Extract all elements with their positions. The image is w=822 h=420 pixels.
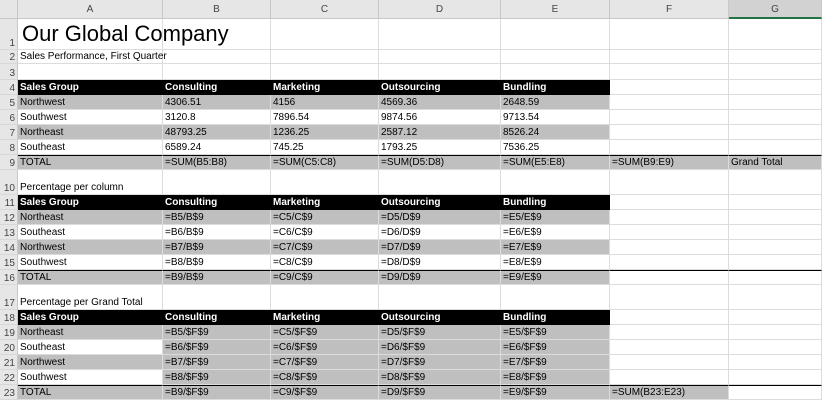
cell-value: Northwest bbox=[20, 242, 66, 253]
cell-c3[interactable] bbox=[271, 64, 379, 80]
cell-value: Marketing bbox=[273, 197, 321, 208]
row-header-15[interactable]: 15 bbox=[0, 255, 18, 270]
cell-value: =E7/E$9 bbox=[503, 242, 542, 253]
cell-d6[interactable] bbox=[379, 110, 501, 125]
cell-f6[interactable] bbox=[610, 110, 729, 125]
cell-value: Outsourcing bbox=[381, 82, 441, 93]
row-header-5[interactable]: 5 bbox=[0, 95, 18, 110]
cell-e12[interactable] bbox=[501, 210, 610, 225]
cell-value: Outsourcing bbox=[381, 312, 441, 323]
cell-value: 7896.54 bbox=[273, 112, 310, 123]
cell-a18[interactable] bbox=[18, 310, 163, 325]
cell-g19[interactable] bbox=[729, 325, 822, 340]
cell-value: Outsourcing bbox=[381, 197, 441, 208]
cell-f11[interactable] bbox=[610, 195, 729, 210]
cell-value: =D5/$F$9 bbox=[381, 327, 426, 338]
cell-b4[interactable] bbox=[163, 80, 271, 95]
cell-f1[interactable] bbox=[610, 19, 729, 50]
cell-a20[interactable] bbox=[18, 340, 163, 355]
cell-value: =E9/$F$9 bbox=[503, 387, 547, 398]
row-header-1[interactable]: 1 bbox=[0, 19, 18, 50]
cell-a2[interactable] bbox=[18, 50, 167, 64]
cell-g12[interactable] bbox=[729, 210, 822, 225]
cell-c5[interactable] bbox=[271, 95, 379, 110]
cell-e13[interactable] bbox=[501, 225, 610, 240]
row-header-12[interactable]: 12 bbox=[0, 210, 18, 225]
cell-c22[interactable] bbox=[271, 370, 379, 385]
cell-value: =C8/C$9 bbox=[273, 257, 313, 268]
cell-b23[interactable] bbox=[163, 385, 271, 400]
cell-d17[interactable] bbox=[379, 285, 501, 310]
cell-value: =E7/$F$9 bbox=[503, 357, 547, 368]
row-header-13[interactable]: 13 bbox=[0, 225, 18, 240]
cell-value: =B9/B$9 bbox=[165, 272, 204, 283]
row-header-8[interactable]: 8 bbox=[0, 140, 18, 155]
row-header-20[interactable]: 20 bbox=[0, 340, 18, 355]
cell-value: =B8/B$9 bbox=[165, 257, 204, 268]
row-header-7[interactable]: 7 bbox=[0, 125, 18, 140]
cell-value: =C6/$F$9 bbox=[273, 342, 318, 353]
cell-d23[interactable] bbox=[379, 385, 501, 400]
cell-value: Percentage per Grand Total bbox=[20, 297, 143, 308]
cell-a3[interactable] bbox=[18, 64, 163, 80]
cell-value: =B7/$F$9 bbox=[165, 357, 209, 368]
cell-g5[interactable] bbox=[729, 95, 822, 110]
cell-value: TOTAL bbox=[20, 387, 52, 398]
cell-value: =C5/C$9 bbox=[273, 212, 313, 223]
cell-e14[interactable] bbox=[501, 240, 610, 255]
cell-b14[interactable] bbox=[163, 240, 271, 255]
column-header-e[interactable]: E bbox=[501, 0, 610, 19]
cell-f15[interactable] bbox=[610, 255, 729, 270]
cell-f22[interactable] bbox=[610, 370, 729, 385]
cell-value: Northeast bbox=[20, 212, 64, 223]
cell-g22[interactable] bbox=[729, 370, 822, 385]
cell-f12[interactable] bbox=[610, 210, 729, 225]
cell-a11[interactable] bbox=[18, 195, 163, 210]
row-header-2[interactable]: 2 bbox=[0, 50, 18, 64]
row-header-3[interactable]: 3 bbox=[0, 64, 18, 80]
cell-e5[interactable] bbox=[501, 95, 610, 110]
cell-value: =C7/C$9 bbox=[273, 242, 313, 253]
cell-value: =C9/C$9 bbox=[273, 272, 313, 283]
cell-value: =D6/D$9 bbox=[381, 227, 421, 238]
cell-f19[interactable] bbox=[610, 325, 729, 340]
cell-f4[interactable] bbox=[610, 80, 729, 95]
cell-b22[interactable] bbox=[163, 370, 271, 385]
cell-c8[interactable] bbox=[271, 140, 379, 155]
cell-d13[interactable] bbox=[379, 225, 501, 240]
cell-g21[interactable] bbox=[729, 355, 822, 370]
cell-d11[interactable] bbox=[379, 195, 501, 210]
cell-e3[interactable] bbox=[501, 64, 610, 80]
cell-value: Bundling bbox=[503, 312, 547, 323]
cell-e22[interactable] bbox=[501, 370, 610, 385]
cell-g6[interactable] bbox=[729, 110, 822, 125]
column-header-g[interactable]: G bbox=[729, 0, 822, 19]
cell-value: =SUM(D5:D8) bbox=[381, 157, 445, 168]
cell-value: Northeast bbox=[20, 127, 64, 138]
cell-e15[interactable] bbox=[501, 255, 610, 270]
cell-c1[interactable] bbox=[271, 19, 379, 50]
cell-d2[interactable] bbox=[379, 50, 501, 64]
cell-g7[interactable] bbox=[729, 125, 822, 140]
cell-c20[interactable] bbox=[271, 340, 379, 355]
cell-value: Consulting bbox=[165, 312, 218, 323]
cell-g15[interactable] bbox=[729, 255, 822, 270]
cell-g14[interactable] bbox=[729, 240, 822, 255]
cell-e10[interactable] bbox=[501, 170, 610, 195]
cell-f17[interactable] bbox=[610, 285, 729, 310]
cell-value: 9874.56 bbox=[381, 112, 418, 123]
cell-f13[interactable] bbox=[610, 225, 729, 240]
cell-a19[interactable] bbox=[18, 325, 163, 340]
cell-value: =E8/E$9 bbox=[503, 257, 542, 268]
cell-f3[interactable] bbox=[610, 64, 729, 80]
cell-value: Northwest bbox=[20, 97, 66, 108]
cell-value: =E6/$F$9 bbox=[503, 342, 547, 353]
cell-value: 3120.8 bbox=[165, 112, 196, 123]
cell-value: Southwest bbox=[20, 372, 67, 383]
cell-e23[interactable] bbox=[501, 385, 610, 400]
cell-value: Southwest bbox=[20, 112, 67, 123]
cell-g3[interactable] bbox=[729, 64, 822, 80]
cell-b3[interactable] bbox=[163, 64, 271, 80]
cell-value: 2587.12 bbox=[381, 127, 418, 138]
cell-g4[interactable] bbox=[729, 80, 822, 95]
cell-value: 4569.36 bbox=[381, 97, 418, 108]
cell-value: Sales Group bbox=[20, 82, 79, 93]
cell-value: =D8/D$9 bbox=[381, 257, 421, 268]
cell-value: =D7/$F$9 bbox=[381, 357, 426, 368]
cell-g1[interactable] bbox=[729, 19, 822, 50]
cell-value: Grand Total bbox=[731, 157, 783, 168]
cell-b21[interactable] bbox=[163, 355, 271, 370]
cell-d9[interactable] bbox=[379, 155, 501, 170]
cell-b2[interactable] bbox=[163, 50, 271, 64]
cell-f21[interactable] bbox=[610, 355, 729, 370]
cell-d22[interactable] bbox=[379, 370, 501, 385]
cell-e19[interactable] bbox=[501, 325, 610, 340]
cell-b17[interactable] bbox=[163, 285, 271, 310]
cell-d14[interactable] bbox=[379, 240, 501, 255]
cell-value: =SUM(B5:B8) bbox=[165, 157, 227, 168]
cell-c4[interactable] bbox=[271, 80, 379, 95]
cell-value: 1236.25 bbox=[273, 127, 310, 138]
cell-value: 4306.51 bbox=[165, 97, 202, 108]
row-header-19[interactable]: 19 bbox=[0, 325, 18, 340]
cell-e16[interactable] bbox=[501, 270, 610, 285]
cell-e17[interactable] bbox=[501, 285, 610, 310]
cell-a12[interactable] bbox=[18, 210, 163, 225]
cell-value: =E8/$F$9 bbox=[503, 372, 547, 383]
cell-f8[interactable] bbox=[610, 140, 729, 155]
cell-a14[interactable] bbox=[18, 240, 163, 255]
cell-e20[interactable] bbox=[501, 340, 610, 355]
cell-c16[interactable] bbox=[271, 270, 379, 285]
row-header-14[interactable]: 14 bbox=[0, 240, 18, 255]
cell-g10[interactable] bbox=[729, 170, 822, 195]
cell-c10[interactable] bbox=[271, 170, 379, 195]
cell-b20[interactable] bbox=[163, 340, 271, 355]
cell-value: =B8/$F$9 bbox=[165, 372, 209, 383]
cell-f2[interactable] bbox=[610, 50, 729, 64]
cell-d21[interactable] bbox=[379, 355, 501, 370]
column-header-f[interactable]: F bbox=[610, 0, 729, 19]
cell-b13[interactable] bbox=[163, 225, 271, 240]
cell-b5[interactable] bbox=[163, 95, 271, 110]
cell-d12[interactable] bbox=[379, 210, 501, 225]
cell-a5[interactable] bbox=[18, 95, 163, 110]
cell-value: 48793.25 bbox=[165, 127, 207, 138]
cell-e4[interactable] bbox=[501, 80, 610, 95]
cell-value: =B6/B$9 bbox=[165, 227, 204, 238]
cell-value: Southeast bbox=[20, 142, 66, 153]
cell-value: =C6/C$9 bbox=[273, 227, 313, 238]
cell-a16[interactable] bbox=[18, 270, 163, 285]
cell-c13[interactable] bbox=[271, 225, 379, 240]
cell-g2[interactable] bbox=[729, 50, 822, 64]
cell-g9[interactable] bbox=[729, 155, 822, 170]
cell-value: =C8/$F$9 bbox=[273, 372, 318, 383]
cell-b16[interactable] bbox=[163, 270, 271, 285]
cell-c7[interactable] bbox=[271, 125, 379, 140]
cell-a7[interactable] bbox=[18, 125, 163, 140]
cell-value: Sales Group bbox=[20, 312, 79, 323]
cell-value: =D8/$F$9 bbox=[381, 372, 426, 383]
cell-f20[interactable] bbox=[610, 340, 729, 355]
cell-f16[interactable] bbox=[610, 270, 729, 285]
cell-a15[interactable] bbox=[18, 255, 163, 270]
cell-value: 6589.24 bbox=[165, 142, 202, 153]
cell-b7[interactable] bbox=[163, 125, 271, 140]
cell-d18[interactable] bbox=[379, 310, 501, 325]
cell-value: Our Global Company bbox=[22, 21, 229, 46]
cell-value: Marketing bbox=[273, 82, 321, 93]
cell-d20[interactable] bbox=[379, 340, 501, 355]
cell-f14[interactable] bbox=[610, 240, 729, 255]
cell-f9[interactable] bbox=[610, 155, 729, 170]
cell-c6[interactable] bbox=[271, 110, 379, 125]
cell-value: Bundling bbox=[503, 197, 547, 208]
select-all-corner[interactable] bbox=[0, 0, 18, 19]
row-header-10[interactable]: 10 bbox=[0, 170, 18, 195]
cell-value: =E9/E$9 bbox=[503, 272, 542, 283]
cell-value: 7536.25 bbox=[503, 142, 540, 153]
cell-g18[interactable] bbox=[729, 310, 822, 325]
row-header-16[interactable]: 16 bbox=[0, 270, 18, 285]
cell-c12[interactable] bbox=[271, 210, 379, 225]
cell-b6[interactable] bbox=[163, 110, 271, 125]
cell-d7[interactable] bbox=[379, 125, 501, 140]
cell-value: 9713.54 bbox=[503, 112, 540, 123]
cell-d8[interactable] bbox=[379, 140, 501, 155]
cell-value: Consulting bbox=[165, 82, 218, 93]
cell-value: Percentage per column bbox=[20, 182, 124, 193]
cell-value: =E5/E$9 bbox=[503, 212, 542, 223]
row-header-23[interactable]: 23 bbox=[0, 385, 18, 400]
cell-a21[interactable] bbox=[18, 355, 163, 370]
cell-value: Southwest bbox=[20, 257, 67, 268]
cell-value: 1793.25 bbox=[381, 142, 418, 153]
cell-f18[interactable] bbox=[610, 310, 729, 325]
cell-g13[interactable] bbox=[729, 225, 822, 240]
cell-d15[interactable] bbox=[379, 255, 501, 270]
cell-value: 2648.59 bbox=[503, 97, 540, 108]
cell-a9[interactable] bbox=[18, 155, 163, 170]
cell-c19[interactable] bbox=[271, 325, 379, 340]
cell-value: Sales Performance, First Quarter bbox=[20, 51, 167, 62]
cell-b12[interactable] bbox=[163, 210, 271, 225]
cell-d19[interactable] bbox=[379, 325, 501, 340]
cell-value: 745.25 bbox=[273, 142, 304, 153]
cell-c23[interactable] bbox=[271, 385, 379, 400]
cell-d1[interactable] bbox=[379, 19, 501, 50]
cell-value: =D9/$F$9 bbox=[381, 387, 426, 398]
cell-value: Consulting bbox=[165, 197, 218, 208]
cell-value: =B6/$F$9 bbox=[165, 342, 209, 353]
row-header-4[interactable]: 4 bbox=[0, 80, 18, 95]
cell-value: =E5/$F$9 bbox=[503, 327, 547, 338]
cell-value: Sales Group bbox=[20, 197, 79, 208]
column-header-c[interactable]: C bbox=[271, 0, 379, 19]
cell-d10[interactable] bbox=[379, 170, 501, 195]
cell-a17[interactable] bbox=[18, 285, 163, 310]
cell-value: =C9/$F$9 bbox=[273, 387, 318, 398]
cell-e6[interactable] bbox=[501, 110, 610, 125]
cell-a8[interactable] bbox=[18, 140, 163, 155]
cell-f5[interactable] bbox=[610, 95, 729, 110]
row-header-6[interactable]: 6 bbox=[0, 110, 18, 125]
cell-value: =SUM(C5:C8) bbox=[273, 157, 337, 168]
cell-g20[interactable] bbox=[729, 340, 822, 355]
cell-e7[interactable] bbox=[501, 125, 610, 140]
cell-value: =SUM(B23:E23) bbox=[612, 387, 686, 398]
column-header-b[interactable]: B bbox=[163, 0, 271, 19]
cell-c9[interactable] bbox=[271, 155, 379, 170]
cell-e8[interactable] bbox=[501, 140, 610, 155]
cell-value: Southeast bbox=[20, 227, 66, 238]
cell-value: =D5/D$9 bbox=[381, 212, 421, 223]
cell-value: =SUM(E5:E8) bbox=[503, 157, 565, 168]
cell-value: =E6/E$9 bbox=[503, 227, 542, 238]
cell-a10[interactable] bbox=[18, 170, 163, 195]
cell-value: Bundling bbox=[503, 82, 547, 93]
cell-value: =B5/B$9 bbox=[165, 212, 204, 223]
cell-c17[interactable] bbox=[271, 285, 379, 310]
cell-a13[interactable] bbox=[18, 225, 163, 240]
cell-g16[interactable] bbox=[729, 270, 822, 285]
cell-value: 4156 bbox=[273, 97, 296, 108]
row-header-22[interactable]: 22 bbox=[0, 370, 18, 385]
cell-c11[interactable] bbox=[271, 195, 379, 210]
cell-value: Marketing bbox=[273, 312, 321, 323]
cell-c15[interactable] bbox=[271, 255, 379, 270]
cell-b9[interactable] bbox=[163, 155, 271, 170]
cell-value: TOTAL bbox=[20, 272, 52, 283]
cell-b10[interactable] bbox=[163, 170, 271, 195]
cell-value: =D7/D$9 bbox=[381, 242, 421, 253]
column-header-d[interactable]: D bbox=[379, 0, 501, 19]
cell-value: TOTAL bbox=[20, 157, 52, 168]
cell-b19[interactable] bbox=[163, 325, 271, 340]
cell-value: =D9/D$9 bbox=[381, 272, 421, 283]
cell-a23[interactable] bbox=[18, 385, 163, 400]
cell-a6[interactable] bbox=[18, 110, 163, 125]
cell-value: =C5/$F$9 bbox=[273, 327, 318, 338]
cell-d5[interactable] bbox=[379, 95, 501, 110]
row-header-11[interactable]: 11 bbox=[0, 195, 18, 210]
cell-a22[interactable] bbox=[18, 370, 163, 385]
cell-g8[interactable] bbox=[729, 140, 822, 155]
cell-e1[interactable] bbox=[501, 19, 610, 50]
cell-e9[interactable] bbox=[501, 155, 610, 170]
row-header-18[interactable]: 18 bbox=[0, 310, 18, 325]
cell-f10[interactable] bbox=[610, 170, 729, 195]
cell-b18[interactable] bbox=[163, 310, 271, 325]
cell-b1[interactable] bbox=[163, 19, 271, 50]
row-header-9[interactable]: 9 bbox=[0, 155, 18, 170]
row-header-17[interactable]: 17 bbox=[0, 285, 18, 310]
cell-e2[interactable] bbox=[501, 50, 610, 64]
cell-value: Southeast bbox=[20, 342, 66, 353]
cell-value: =C7/$F$9 bbox=[273, 357, 318, 368]
cell-g17[interactable] bbox=[729, 285, 822, 310]
row-header-21[interactable]: 21 bbox=[0, 355, 18, 370]
cell-c21[interactable] bbox=[271, 355, 379, 370]
cell-f23[interactable] bbox=[610, 385, 729, 400]
cell-g11[interactable] bbox=[729, 195, 822, 210]
cell-value: =SUM(B9:E9) bbox=[612, 157, 674, 168]
cell-c14[interactable] bbox=[271, 240, 379, 255]
cell-value: Northeast bbox=[20, 327, 64, 338]
cell-e18[interactable] bbox=[501, 310, 610, 325]
cell-c2[interactable] bbox=[271, 50, 379, 64]
cell-e21[interactable] bbox=[501, 355, 610, 370]
cell-d16[interactable] bbox=[379, 270, 501, 285]
cell-a1[interactable] bbox=[18, 19, 229, 50]
cell-value: =B9/$F$9 bbox=[165, 387, 209, 398]
cell-b8[interactable] bbox=[163, 140, 271, 155]
cell-g23[interactable] bbox=[729, 385, 822, 400]
cell-d4[interactable] bbox=[379, 80, 501, 95]
cell-e11[interactable] bbox=[501, 195, 610, 210]
cell-value: =B7/B$9 bbox=[165, 242, 204, 253]
cell-b11[interactable] bbox=[163, 195, 271, 210]
cell-f7[interactable] bbox=[610, 125, 729, 140]
cell-value: =D6/$F$9 bbox=[381, 342, 426, 353]
cell-value: =B5/$F$9 bbox=[165, 327, 209, 338]
cell-a4[interactable] bbox=[18, 80, 163, 95]
cell-b15[interactable] bbox=[163, 255, 271, 270]
cell-c18[interactable] bbox=[271, 310, 379, 325]
column-header-a[interactable]: A bbox=[18, 0, 163, 19]
cell-d3[interactable] bbox=[379, 64, 501, 80]
cell-value: 8526.24 bbox=[503, 127, 540, 138]
cell-value: Northwest bbox=[20, 357, 66, 368]
